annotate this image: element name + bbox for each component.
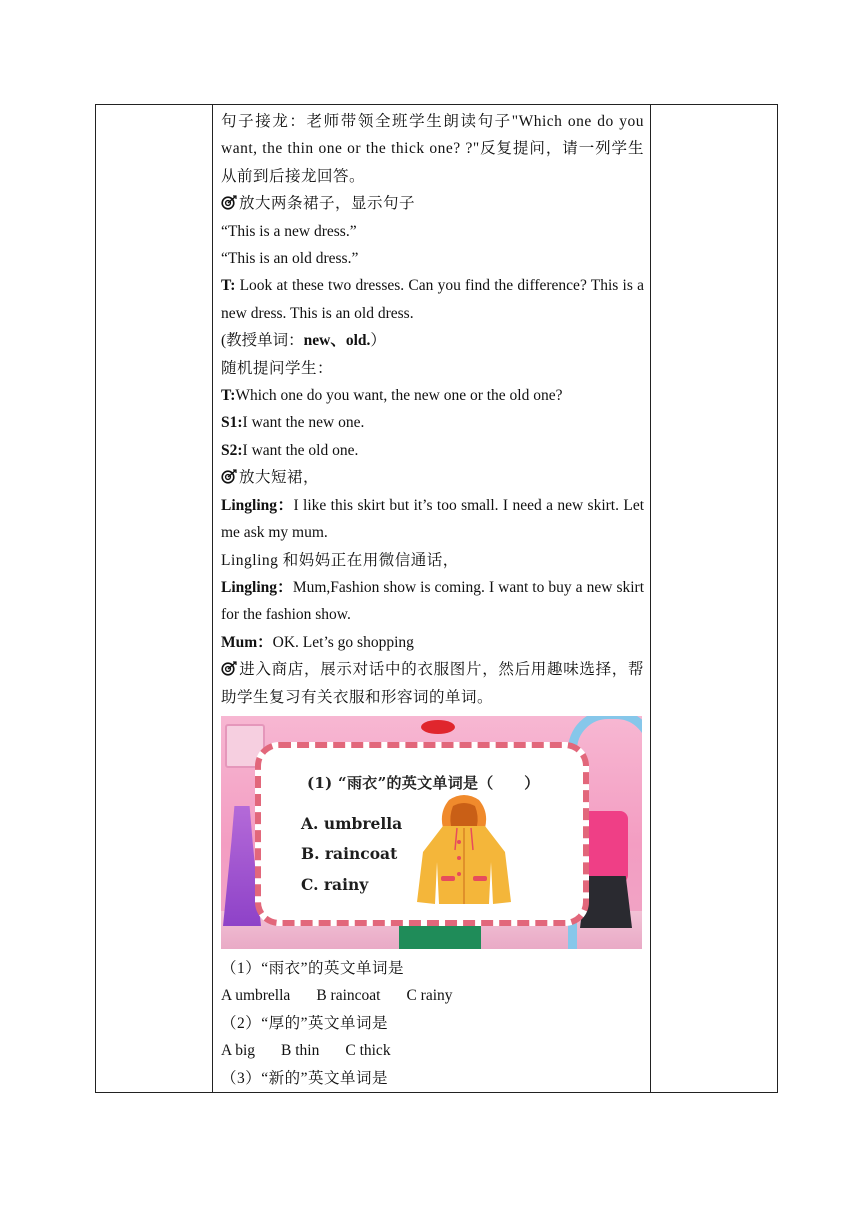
wechat-call-line: Lingling 和妈妈正在用微信通话，	[221, 551, 459, 569]
mum-line	[221, 629, 644, 656]
vocab-prefix: (教授单词：	[221, 332, 304, 350]
green-legs	[399, 925, 481, 949]
vocab-suffix: ）	[370, 332, 386, 350]
dialogue-text: Mum,Fashion show is coming. I want to buy a new skirt for the fashion show.	[221, 578, 645, 624]
question-card	[255, 742, 589, 926]
speaker-label: S1:	[221, 414, 243, 432]
quiz-options-2	[221, 1037, 644, 1064]
student2-line	[221, 437, 644, 464]
option: B raincoat	[316, 987, 381, 1005]
option-c: C. rainy	[301, 874, 369, 894]
speaker-label: T:	[221, 277, 236, 295]
quiz-options-1	[221, 982, 644, 1009]
column-divider-2	[650, 105, 651, 1092]
speaker-label: Mum：	[221, 633, 273, 651]
activity-text: 进入商店，展示对话中的衣服图片，然后用趣味选择，帮助学生复习有关衣服和形容词的单词。	[221, 661, 644, 706]
dialogue-text: I want the old one.	[242, 441, 359, 459]
option: A big	[221, 1042, 256, 1060]
sentence-old-dress: “This is an old dress.”	[221, 250, 359, 268]
speaker-label: T:	[221, 387, 236, 405]
column-divider-1	[212, 105, 213, 1092]
target-arrow-icon	[221, 469, 238, 484]
option-a: A. umbrella	[301, 813, 403, 833]
option-b: B. raincoat	[301, 843, 398, 863]
vocab-words: new、old.	[303, 332, 371, 350]
quiz-question-3: （3）“新的”英文单词是	[221, 1069, 389, 1087]
teacher-question-line	[221, 382, 644, 409]
option: C thick	[345, 1042, 391, 1060]
teaching-process-cell	[221, 108, 644, 1092]
lingling-fashion-paragraph	[221, 574, 644, 629]
dialogue-text: I want the new one.	[242, 414, 365, 432]
dialogue-text: Look at these two dresses. Can you find the difference? This is a new dress. This is an old dress.	[221, 277, 644, 322]
random-question-line: 随机提问学生：	[221, 359, 334, 377]
lingling-skirt-paragraph	[221, 492, 644, 547]
activity-line	[221, 190, 644, 217]
student1-line	[221, 409, 644, 436]
question-title: (1) “雨衣”的英文单词是（ ）	[307, 773, 540, 792]
option: A umbrella	[221, 987, 291, 1005]
raincoat-quiz-slide-image	[221, 716, 642, 949]
activity-paragraph	[221, 656, 644, 711]
speaker-label: S2:	[221, 441, 243, 459]
raincoat-illustration	[409, 792, 519, 912]
quiz-question-2: （2）“厚的”英文单词是	[221, 1014, 389, 1032]
vocabulary-line	[221, 327, 644, 354]
speaker-label: Lingling：	[221, 496, 294, 514]
activity-text: 放大短裙，	[239, 469, 320, 487]
activity-line	[221, 464, 644, 491]
option: B thin	[281, 1042, 320, 1060]
sentence-new-dress: “This is a new dress.”	[221, 222, 357, 240]
quiz-question-1: （1）“雨衣”的英文单词是	[221, 959, 405, 977]
option: C rainy	[406, 987, 453, 1005]
speaker-label: Lingling：	[221, 578, 293, 596]
activity-text: 放大两条裙子，显示句子	[239, 195, 416, 213]
target-arrow-icon	[221, 195, 238, 210]
red-bow	[421, 720, 455, 734]
target-arrow-icon	[221, 661, 238, 676]
dialogue-text: I like this skirt but it’s too small. I need a new skirt. Let me ask my mum.	[221, 496, 645, 542]
dialogue-text: Which one do you want, the new one or the old one?	[235, 387, 563, 405]
chain-sentence-paragraph: 句子接龙：老师带领全班学生朗读句子"Which one do you want, the thin one or the thick one? ?"反复提问，请一列学生从前到后接龙回答。	[221, 113, 644, 185]
teacher-dress-paragraph	[221, 272, 644, 327]
dialogue-text: OK. Let’s go shopping	[272, 633, 414, 651]
